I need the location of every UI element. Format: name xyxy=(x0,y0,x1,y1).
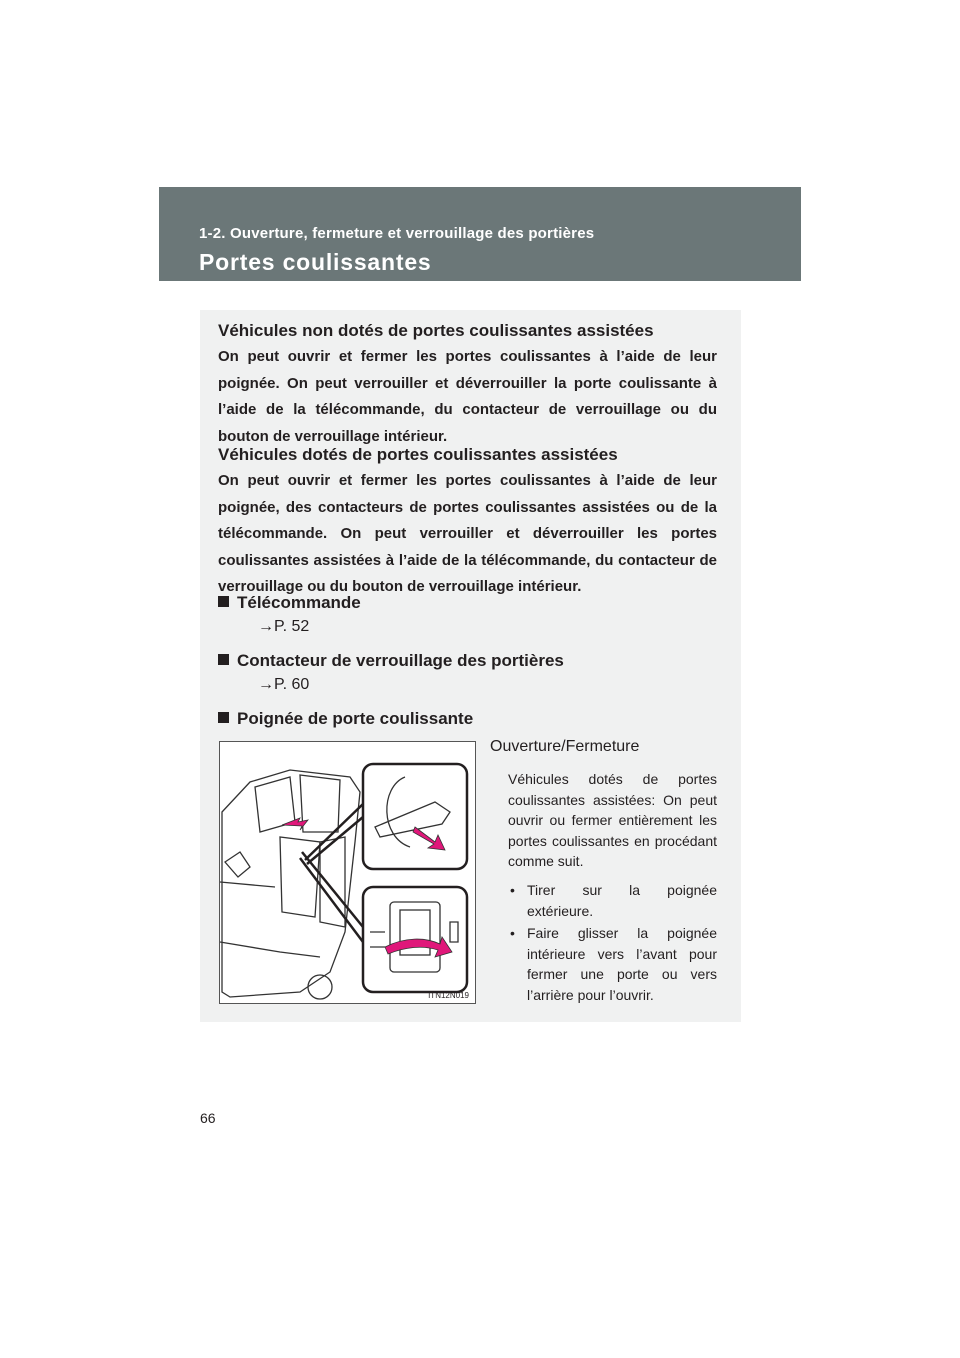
section-body-non-assisted: On peut ouvrir et fermer les portes coulissantes à l’aide de leur poignée. On peut verrouiller et déverrouiller la porte coulissante à l’aide de la télécommande, du contacteur de verrouillage ou du bouton de verrouillage intérieur. xyxy=(218,348,717,445)
square-bullet-icon xyxy=(218,654,229,665)
page-title: Portes coulissantes xyxy=(199,249,432,275)
sliding-door-drawing xyxy=(220,742,475,1003)
handle-subheading: Ouverture/Fermeture xyxy=(490,738,640,755)
item-lock-switch: Contacteur de verrouillage des portières xyxy=(218,651,564,671)
ref-remote[interactable]: →P. 52 xyxy=(258,618,310,635)
square-bullet-icon xyxy=(218,596,229,607)
ref-lock-switch[interactable]: →P. 60 xyxy=(258,676,310,693)
chapter-title: 1-2. Ouverture, fermeture et verrouillage des portières xyxy=(199,225,595,242)
handle-intro: Véhicules dotés de portes coulissantes assistées: On peut ouvrir ou fermer entièrement les portes coulissantes en procédant comme suit. xyxy=(508,771,717,869)
list-item: • Faire glisser la poignée intérieure vers l’avant pour fermer une porte ou vers l’arrière pour l’ouvrir. xyxy=(510,925,717,1003)
item-door-handle: Poignée de porte coulissante xyxy=(218,709,473,729)
section-body-assisted: On peut ouvrir et fermer les portes coulissantes à l’aide de leur poignée, des contacteurs de portes coulissantes assistées ou de la télécommande. On peut verrouiller et déverrouiller les portes coulissantes assistées à l’aide de la télécommande, du contacteur de verrouillage ou du bouton de verrouillage intérieur. xyxy=(218,472,717,595)
door-handle-illustration xyxy=(219,741,476,1004)
handle-steps xyxy=(508,880,717,1007)
item-remote: Télécommande xyxy=(218,593,361,613)
square-bullet-icon xyxy=(218,712,229,723)
figure-code: ITN12N019 xyxy=(428,991,469,1000)
list-item: • Tirer sur la poignée extérieure. xyxy=(510,882,717,919)
page-number: 66 xyxy=(200,1110,216,1126)
section-heading-assisted: Véhicules dotés de portes coulissantes assistées xyxy=(218,445,618,464)
section-heading-non-assisted: Véhicules non dotés de portes coulissantes assistées xyxy=(218,321,654,340)
